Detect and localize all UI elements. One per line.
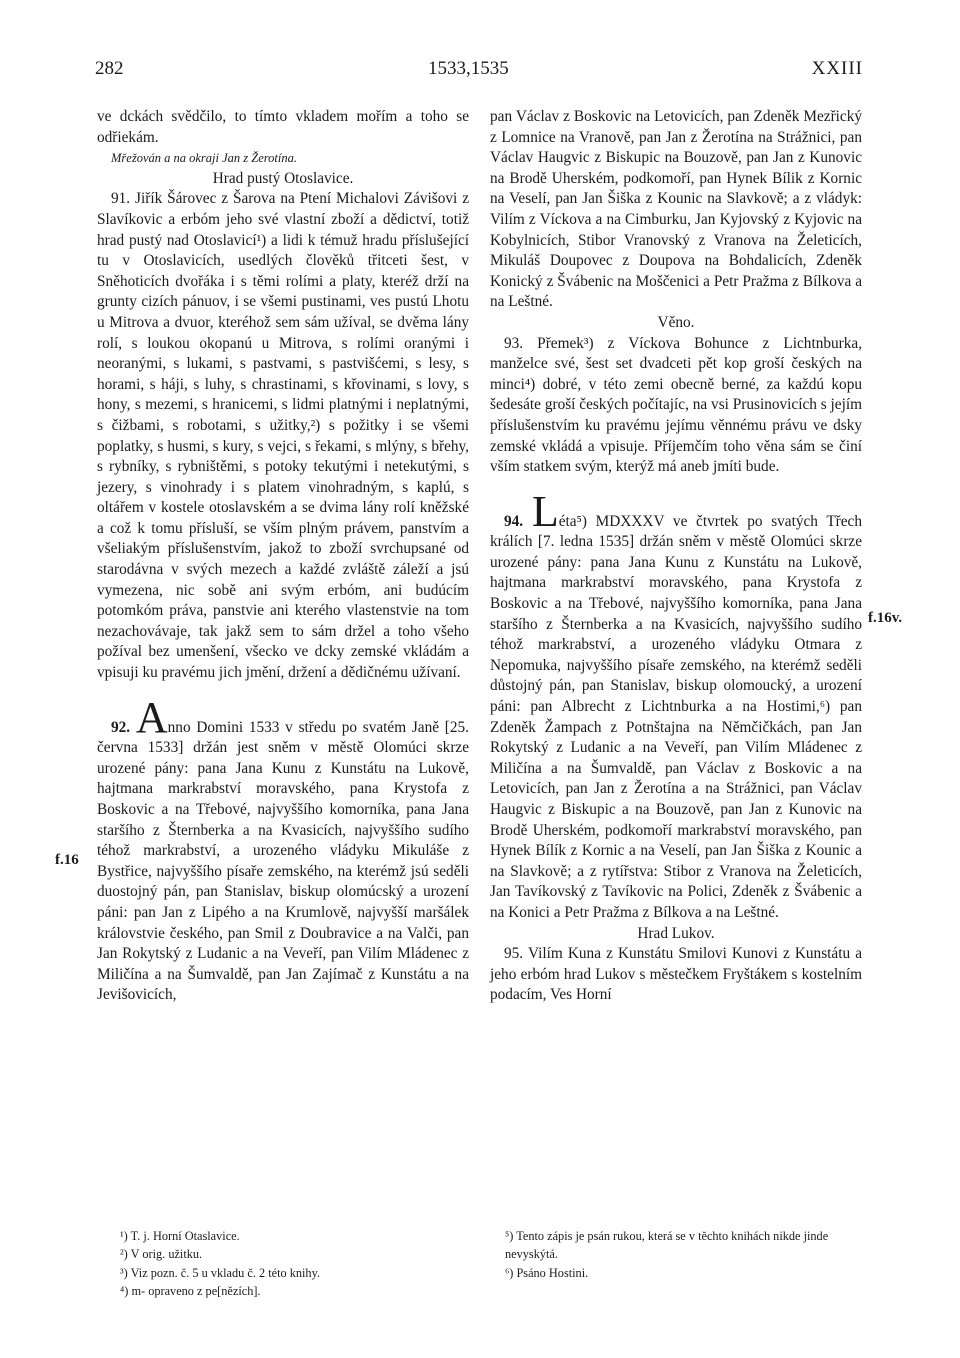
- footnotes-right: [505, 1227, 865, 1282]
- editor-note: Mřežován a na okraji Jan z Žerotína.: [111, 151, 297, 166]
- entry-93: 93. Přemek³) z Víckova Bohunce z Lichtnburka, manželce své, šest set dvadceti pět kop groší českých na minci⁴) dobré, v této zemi obecně berné, za každú kopu šedesáte groší českých počítajíc, na vsi Prusinovicích s jejím příslušenstvím ku pravému jejímu věnnému právu ve dsky zemské vkládá a vpisuje. Příjemčím toho věna sám se činí vším statkem svým, kterýž má aneb jmíti bude.: [490, 334, 862, 476]
- running-head-years: 1533,1535: [428, 58, 509, 79]
- entry-ending: ve dckách svědčilo, to tímto vkladem mořím a toho se odřiekám.: [97, 108, 469, 146]
- margin-folio-right: f.16v.: [868, 610, 903, 626]
- footnote: ¹) T. j. Horní Otaslavice.: [120, 1229, 240, 1243]
- entry-text: éta⁵) MDXXXV ve čtvrtek po svatých Třech králích [7. ledna 1535] držán sněm v městě Olomúci skrze urozené pány: pana Jana Kunu z Kunstátu na Lukově, hajtmana markrabství moravského, pana Krystofa z Boskovic a na Třebové, najvyššího komorníka, pana Jana staršího z Šternberka a na Kvasicích, najvyššího sudího téhož markrabství, a urozeného vládyku Otmara z Nepomuka, najvyššího písaře zemského, na kterémž seděli důstojný pán, pan Stanislav, biskup olomoucký, a urození páni: pan Albrecht z Lichtnburka a na Hostimi,⁶) pan Zdeněk Žampach z Potnštajna na Němčičkách, pan Jan Rokytský z Ludanic a na Veveří, pan Vilím Mládenec z Miličína a na Šumvaldě, pan Václav z Boskovic a na Letovicích, pan Jan z Žerotína a na Strážnici, pan Václav Haugvic z Biskupic a na Bouzově, pan Jan z Kunovic na Brodě Uherském, podkomoří markrabství moravského, pan Hynek Bílík z Kornic a na Veselí, pan Jan Šiška z Kounic a na Slavkově; a z rytířstva: Stibor z Vranova na Želeticích, Jan Tavíkovský z Tavíkovic na Polici, Zdeněk z Švábenic a na Konici a Petr Pražma z Bílkova a na Leštné.: [490, 512, 862, 921]
- entry-text: nno Domini 1533 v středu po svatém Janě [25. června 1533] držán jest sněm v městě Olomúci skrze urozené pány: pana Jana Kunu z Kunstátu na Lukově, hajtmana markrabství moravského, pana Krystofa z Boskovic a na Třebové, najvyššího komorníka, pana Jana staršího z Šternberka a na Kvasicích, najvyššího sudího téhož markrabství, a urozeného vládyku Mikuláše z Bystřice, najvyššího písaře zemského, na kterémž jsú seděli duostojný pán, pan Stanislav, biskup olomúcský a urození páni: pan Jan z Lipého a na Krumlově, najvyšší maršálek královstvie českého, pan Smil z Doubravice a na Valči, pan Jan Rokytský z Ludanic a na Veveří, pan Vilím Mládenec z Miličína a na Šumvaldě, pan Jan Zajímač z Kunstátu a na Jevišovicích,: [97, 718, 469, 1004]
- right-column: [490, 107, 862, 1006]
- footnote: ⁴) m- opraveno z pe[nězích].: [120, 1283, 261, 1298]
- entry-94: [490, 486, 862, 924]
- entry-number: 94.: [504, 512, 524, 530]
- footnote: ³) Viz pozn. č. 5 u vkladu č. 2 této knihy.: [120, 1265, 320, 1280]
- margin-folio-left: f.16: [55, 852, 79, 868]
- left-column: [97, 107, 469, 1006]
- section-heading: Hrad Lukov.: [637, 924, 715, 942]
- footnote: ²) V orig. užitku.: [120, 1247, 203, 1262]
- footnote: ⁶) Psáno Hostini.: [505, 1265, 589, 1280]
- footnote: ⁵) Tento zápis je psán rukou, která se v těchto knihách nikde jinde nevyskýtá.: [505, 1229, 829, 1262]
- entry-95: 95. Vilím Kuna z Kunstátu Smilovi Kunovi z Kunstátu a jeho erbóm hrad Lukov s městečkem Fryštákem s kostelním podacím, Ves Horní: [490, 945, 862, 1004]
- entry-continuation: pan Václav z Boskovic na Letovicích, pan Zdeněk Mezřický z Lomnice na Vranově, pan Jan z Žerotína na Strážnici, pan Václav Haugvic z Biskupic na Bouzově, pan Jan z Kunovic na Brodě Uherském, podkomoří, pan Hynek Bílik z Kornic na Veselí, pan Jan Šiška z Kounic na Slavkově; a z vládyk: Vilím z Víckova a na Cimburku, Jan Kyjovský z Kyjovic na Kobylnicích, Stibor Vranovský z Vranova na Želeticích, Mikuláš Doupovec z Doupova na Bohdalicích, Zdeněk Konický z Švábenic na Moščenici a Petr Pražma z Bílkova a na Leštné.: [490, 108, 862, 311]
- initial-capital: A: [135, 692, 168, 742]
- footnotes-left: [120, 1227, 460, 1300]
- section-heading: Věno.: [657, 313, 695, 331]
- initial-capital: L: [531, 486, 559, 536]
- entry-number: 92.: [111, 718, 131, 736]
- section-number: XXIII: [811, 58, 863, 79]
- entry-91: 91. Jiřík Šárovec z Šarova na Ptení Michalovi Závišovi z Slavíkovic a erbóm jeho své vlastní zboží a dědictví, totiž hrad pustý nad Otoslavicí¹) a lidi k témuž hradu příslušející tu v Otoslavicích, usedlých člověků třitceti šest, v Sněhoticích dvořáka i s těmi rolími a platy, kteréž drží na grunty cizích pánuov, i se všemi pustinami, ves pustú Lhotu u Mitrova a dvuor, kteréhož sem sám užíval, se dvěma lány rolí, s loukou okopanú u Mitrova, s rolími oranými i neoranými, s lukami, s pastvami, s pastvišćemi, s lesy, s horami, s háji, s luhy, s chrastinami, s křovinami, s lovy, s hony, s mezemi, s hranicemi, s lidmi platnými i neplatnými, s čižbami, s robotami, s užitky,²) s požitky i se všemi poplatky, s husmi, s kury, s vejci, s řekami, s mlýny, s břehy, s rybníky, s rybništěmi, s potoky tekutými i netekutými, s jezery, s vinohrady i s platem vinohradným, s kaplú, s oltářem v kostele otoslavském a se dvima lány rolí kněžské a což k tomu přísluší, se vším plným právem, panstvím a všeliakým příslušenstvím, jakož to zboží svrchupsané od starodávna v svých mezech a každé zvláště záleží a jsú vymezena, nic sobě ani svým erbóm, ani budúcím potomkóm práva, panstvie ani kterého vlastenstvie na tom nezachovávaje, tak jakž sem to sám držel a toho všeho požíval bez umenšení, všecko ve dcky zemské vkládám a vpisuji ku pravému jich jmění, držení a dědičnému užívaní.: [97, 190, 469, 682]
- page-number: 282: [95, 58, 124, 79]
- section-heading: Hrad pustý Otoslavice.: [212, 169, 354, 187]
- entry-92: [97, 692, 469, 1006]
